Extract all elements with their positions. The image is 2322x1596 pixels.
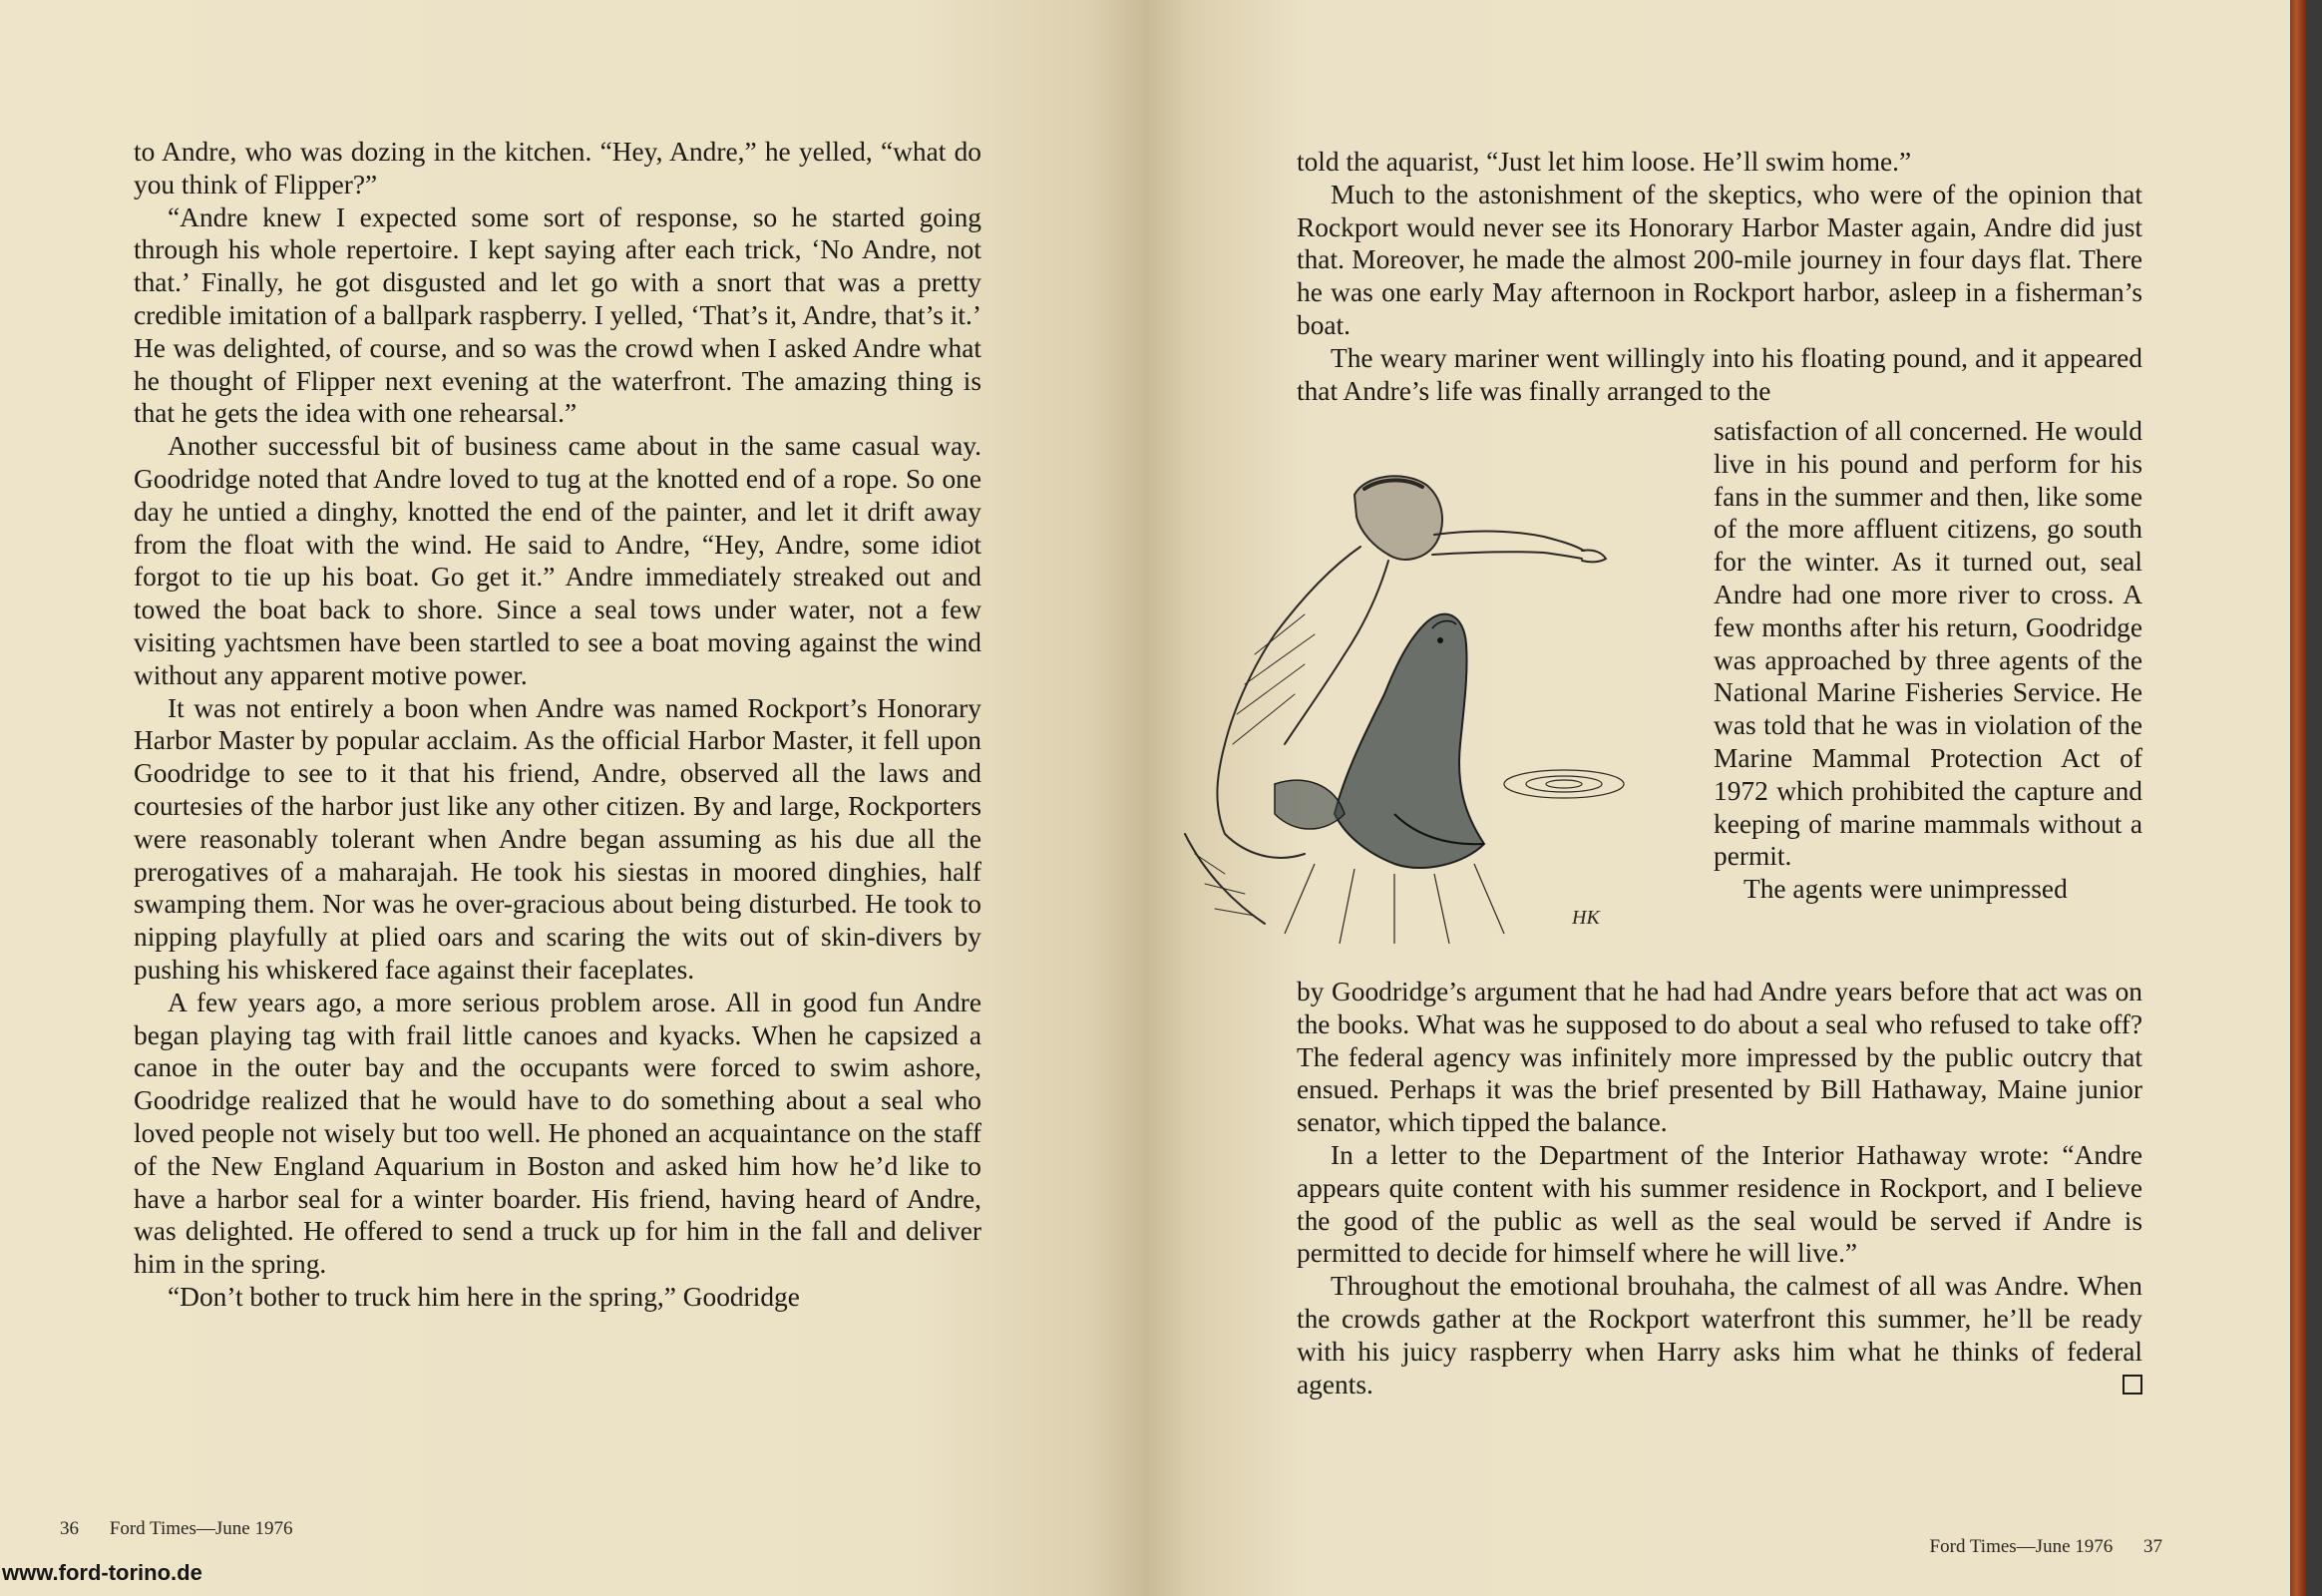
left-page	[0, 0, 1145, 1596]
left-page-body	[134, 136, 981, 1314]
paragraph: told the aquarist, “Just let him loose. He’ll swim home.”	[1297, 147, 1912, 177]
page-number: 37	[2143, 1536, 2162, 1557]
page-number: 36	[60, 1518, 79, 1539]
seal-figure	[1275, 614, 1484, 868]
page-edge-strip	[2290, 0, 2306, 1596]
paragraph: The agents were unimpressed	[1743, 874, 2068, 905]
paragraph: satisfaction of all concerned. He would live in his pound and perform for his fans in the summer and then, like some of the more affluent citizens, go south for the winter. As it turned out, seal Andre had one more river to cross. A few months after his return, Goodridge was approached by three agents of the National Marine Fisheries Service. He was told that he was in violation of the Marine Mammal Protection Act of 1972 which prohibited the capture and keeping of marine mammals without a permit.	[1714, 416, 2142, 872]
publication-title: Ford Times—June 1976	[1929, 1536, 2114, 1557]
paragraph: It was not entirely a boon when Andre was named Rockport’s Honorary Harbor Master by popular acclaim. As the official Harbor Master, it fell upon Goodridge to see to it that his friend, Andre, observed all the laws and courtesies of the harbor just like any other citizen. By and large, Rockporters were reasonably tolerant when Andre began assuming as his due all the prerogatives of a maharajah. He took his siestas in moored dinghies, half swamping them. Nor was he over-gracious about being disturbed. He took to nipping playfully at plied oars and scaring the wits out of skin-divers by pushing his whiskered face against their faceplates.	[134, 692, 981, 985]
paragraph: Much to the astonishment of the skeptics, who were of the opinion that Rockport would never see its Honorary Harbor Master again, Andre did just that. Moreover, he made the almost 200-mile journey in four days flat. There he was one early May afternoon in Rockport harbor, asleep in a fisherman’s boat.	[1297, 179, 2142, 340]
right-page-body-top	[1297, 146, 2142, 407]
paragraph: In a letter to the Department of the Interior Hathaway wrote: “Andre appears quite content with his summer residence in Rockport, and I believe the good of the public as well as the seal would be served if Andre is permitted to decide for himself where he will live.”	[1297, 1139, 2142, 1269]
paragraph	[1297, 1270, 2142, 1400]
end-of-article-mark	[2123, 1375, 2142, 1395]
left-folio	[60, 1518, 292, 1540]
paragraph: Another successful bit of business came about in the same casual way. Goodridge noted that Andre loved to tug at the knotted end of a rope. So one day he untied a dinghy, knotted the end of the painter, and let it drift away from the float with the wind. He said to Andre, “Hey, Andre, some idiot forgot to tie up his boat. Go get it.” Andre immediately streaked out and towed the boat back to shore. Since a seal tows under water, not a few visiting yachtsmen have been startled to see a boat moving against the wind without any apparent motive power.	[134, 431, 981, 690]
paragraph: The weary mariner went willingly into his floating pound, and it appeared that Andre’s life was finally arranged to the	[1297, 342, 2142, 406]
seal-and-man-illustration	[1165, 455, 1634, 954]
paragraph: to Andre, who was dozing in the kitchen. “Hey, Andre,” he yelled, “what do you think of Flipper?”	[134, 137, 981, 200]
paragraph: by Goodridge’s argument that he had had Andre years before that act was on the books. What was he supposed to do about a seal who refused to take off? The federal agency was infinitely more impressed by the public outcry that ensued. Perhaps it was the brief presented by Bill Hathaway, Maine junior senator, which tipped the balance.	[1297, 977, 2142, 1138]
paragraph: “Andre knew I expected some sort of response, so he started going through his whole repertoire. I kept saying after each trick, ‘No Andre, not that.’ Finally, he got disgusted and let go with a snort that was a pretty credible imitation of a ballpark raspberry. I yelled, ‘That’s it, Andre, that’s it.’ He was delighted, of course, and so was the crowd when I asked Andre what he thought of Flipper next evening at the waterfront. The amazing thing is that he gets the idea with one rehearsal.”	[134, 201, 981, 429]
right-page-body-bottom	[1297, 976, 2142, 1400]
watermark: www.ford-torino.de	[2, 1560, 202, 1585]
paragraph: A few years ago, a more serious problem arose. All in good fun Andre began playing tag with frail little canoes and kyacks. When he capsized a canoe in the outer bay and the occupants were forced to swim ashore, Goodridge realized that he would have to do something about a seal who loved people not wisely but too well. He phoned an acquaintance on the staff of the New England Aquarium in Boston and asked him how he’d like to have a harbor seal for a winter boarder. His friend, having heard of Andre, was delighted. He offered to send a truck up for him in the fall and deliver him in the spring.	[134, 987, 981, 1280]
publication-title: Ford Times—June 1976	[109, 1518, 293, 1539]
paragraph: “Don’t bother to truck him here in the spring,” Goodridge	[168, 1281, 800, 1312]
right-folio	[1930, 1536, 2162, 1558]
closing-paragraph-text: Throughout the emotional brouhaha, the calmest of all was Andre. When the crowds gather at the Rockport waterfront this summer, he’ll be ready with his juicy raspberry when Harry asks him what he thinks of federal agents.	[1297, 1271, 2142, 1399]
illustrator-signature: HK	[1572, 907, 1600, 929]
right-page-wrap-text	[1714, 415, 2142, 906]
